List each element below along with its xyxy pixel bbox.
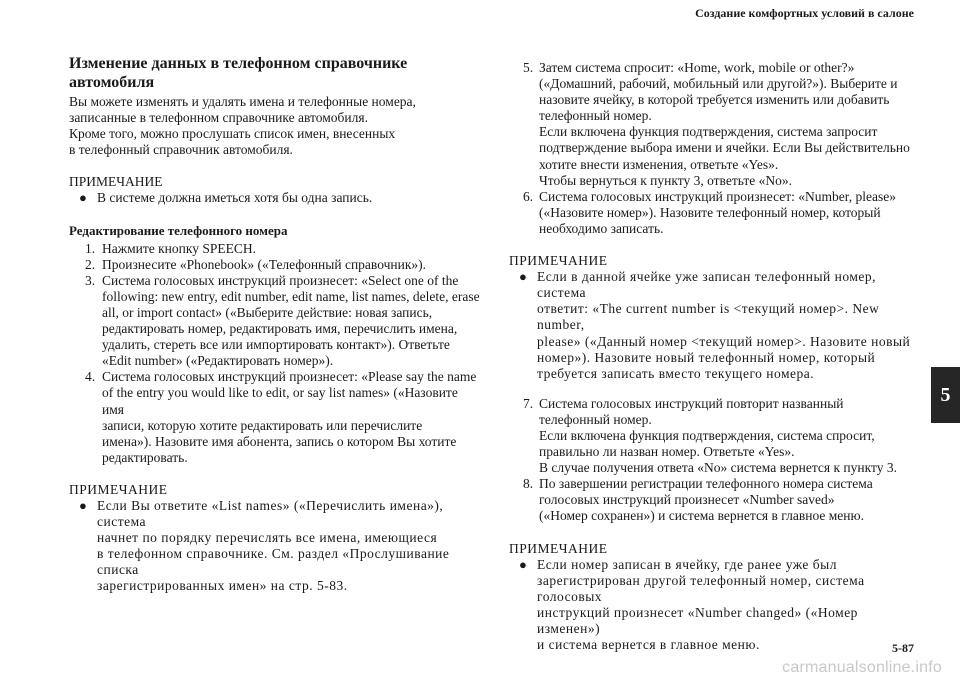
section-title: Изменение данных в телефонном справочнике автомобиля xyxy=(69,55,408,91)
note-bullet xyxy=(69,498,481,595)
step-line: Система голосовых инструкций повторит названный xyxy=(539,395,844,411)
note-block xyxy=(69,174,481,206)
steps-list xyxy=(69,241,481,466)
step-number: 4. xyxy=(85,369,96,385)
step-item xyxy=(69,257,481,273)
note-bullet xyxy=(509,269,919,382)
watermark: carmanualsonline.info xyxy=(782,659,942,676)
step-line: («Домашний, рабочий, мобильный или другой?»). Выберите и xyxy=(539,76,898,92)
step-line: Система голосовых инструкций произнесет: «Select one of the xyxy=(102,272,459,288)
step-line: подтверждение выбора имени и ячейки. Если Вы действительно xyxy=(539,140,910,156)
note-heading: ПРИМЕЧАНИЕ xyxy=(69,174,163,190)
steps-list xyxy=(509,396,919,525)
note-text: В системе должна иметься хотя бы одна запись. xyxy=(97,190,373,206)
step-item xyxy=(69,369,481,466)
note-text: Если Вы ответите «List names» («Перечислить имена»), система xyxy=(97,497,444,530)
step-line: записи, которую хотите редактировать или перечислите xyxy=(102,417,423,433)
note-bullet xyxy=(509,557,919,654)
note-text: инструкций произнесет «Number changed» («Номер изменен») xyxy=(537,604,858,636)
step-line: Если включена функция подтверждения, система запросит xyxy=(539,124,878,140)
step-number: 5. xyxy=(523,60,534,75)
note-text: начнет по порядку перечислять все имена, имеющиеся xyxy=(97,530,438,546)
intro-paragraph xyxy=(69,94,481,158)
step-line: По завершении регистрации телефонного номера система xyxy=(539,476,873,492)
step-line: of the entry you would like to edit, or say list names» («Назовите имя xyxy=(102,385,458,417)
subsection-heading: Редактирование телефонного номера xyxy=(69,222,288,238)
step-line: following: new entry, edit number, edit name, list names, delete, erase xyxy=(102,288,480,304)
steps-list xyxy=(509,60,919,237)
step-line: телефонный номер. xyxy=(539,108,652,124)
step-item xyxy=(509,60,919,189)
bullet-icon: ● xyxy=(79,497,88,513)
step-line: («Назовите номер»). Назовите телефонный номер, который xyxy=(539,204,881,220)
step-number: 7. xyxy=(523,395,534,411)
note-block xyxy=(69,482,481,595)
note-text: и система вернется в главное меню. xyxy=(537,637,760,653)
step-line: удалить, стереть все или импортировать контакт»). Ответьте xyxy=(102,337,450,353)
bullet-icon: ● xyxy=(519,269,528,285)
note-text: please» («Данный номер <текущий номер>. Назовите новый xyxy=(537,333,911,349)
note-heading: ПРИМЕЧАНИЕ xyxy=(509,253,608,269)
bullet-icon: ● xyxy=(519,556,528,572)
step-item xyxy=(509,396,919,476)
step-line: назовите ячейку, в которой требуется изменить или добавить xyxy=(539,92,890,108)
step-line: В случае получения ответа «No» система вернется к пункту 3. xyxy=(539,460,897,476)
step-line: Произнесите «Phonebook» («Телефонный справочник»). xyxy=(102,256,427,272)
step-line: Нажмите кнопку SPEECH. xyxy=(102,240,256,256)
intro-line: в телефонный справочник автомобиля. xyxy=(69,142,293,158)
step-item xyxy=(509,476,919,524)
note-bullet xyxy=(69,190,481,206)
note-block xyxy=(509,253,919,382)
step-item xyxy=(69,241,481,257)
note-text: Если номер записан в ячейку, где ранее уже был xyxy=(537,556,837,572)
step-line: Если включена функция подтверждения, система спросит, xyxy=(539,427,875,443)
step-number: 1. xyxy=(85,240,96,256)
bullet-icon: ● xyxy=(79,190,87,206)
step-line: редактировать номер, редактировать имя, перечислить имена, xyxy=(102,321,458,337)
step-line: голосовых инструкций произнесет «Number saved» xyxy=(539,492,835,508)
note-text: зарегистрированных имен» на стр. 5-83. xyxy=(97,578,348,594)
step-line: Система голосовых инструкций произнесет: «Please say the name xyxy=(102,369,477,385)
chapter-tab: 5 xyxy=(931,367,960,423)
step-line: Чтобы вернуться к пункту 3, ответьте «No». xyxy=(539,172,793,188)
note-text: требуется записать вместо текущего номера. xyxy=(537,365,815,381)
step-line: имена»). Назовите имя абонента, запись о котором Вы хотите xyxy=(102,433,457,449)
note-text: зарегистрирован другой телефонный номер, система голосовых xyxy=(537,572,865,604)
intro-line: Кроме того, можно прослушать список имен, внесенных xyxy=(69,126,396,142)
running-header: Создание комфортных условий в салоне xyxy=(695,6,914,20)
step-line: Затем система спросит: «Home, work, mobile or other?» xyxy=(539,60,855,75)
step-item xyxy=(69,273,481,370)
step-item xyxy=(509,189,919,237)
step-line: редактировать. xyxy=(102,449,188,465)
step-line: («Номер сохранен») и система вернется в главное меню. xyxy=(539,508,864,524)
step-line: хотите внести изменения, ответьте «Yes». xyxy=(539,156,779,172)
page-number: 5-87 xyxy=(892,641,914,655)
step-number: 8. xyxy=(523,476,534,492)
right-column xyxy=(509,60,919,653)
step-line: необходимо записать. xyxy=(539,220,664,236)
step-line: Система голосовых инструкций произнесет: «Number, please» xyxy=(539,188,896,204)
step-line: телефонный номер. xyxy=(539,411,652,427)
note-heading: ПРИМЕЧАНИЕ xyxy=(69,481,168,497)
step-number: 6. xyxy=(523,188,534,204)
step-line: правильно ли назван номер. Ответьте «Yes». xyxy=(539,444,795,460)
intro-line: Вы можете изменять и удалять имена и телефонные номера, xyxy=(69,94,416,109)
step-line: all, or import contact» («Выберите действие: новая запись, xyxy=(102,304,433,320)
note-heading: ПРИМЕЧАНИЕ xyxy=(509,540,608,556)
left-column xyxy=(69,54,481,595)
step-number: 2. xyxy=(85,256,96,272)
step-line: «Edit number» («Редактировать номер»). xyxy=(102,353,334,369)
note-text: Если в данной ячейке уже записан телефонный номер, система xyxy=(537,269,877,301)
intro-line: записанные в телефонном справочнике автомобиля. xyxy=(69,110,368,126)
step-number: 3. xyxy=(85,272,96,288)
note-text: ответит: «The current number is <текущий номер>. New number, xyxy=(537,301,880,333)
note-block xyxy=(509,541,919,654)
note-text: в телефонном справочнике. См. раздел «Прослушивание списка xyxy=(97,546,450,578)
note-text: номер»). Назовите новый телефонный номер, который xyxy=(537,349,876,365)
